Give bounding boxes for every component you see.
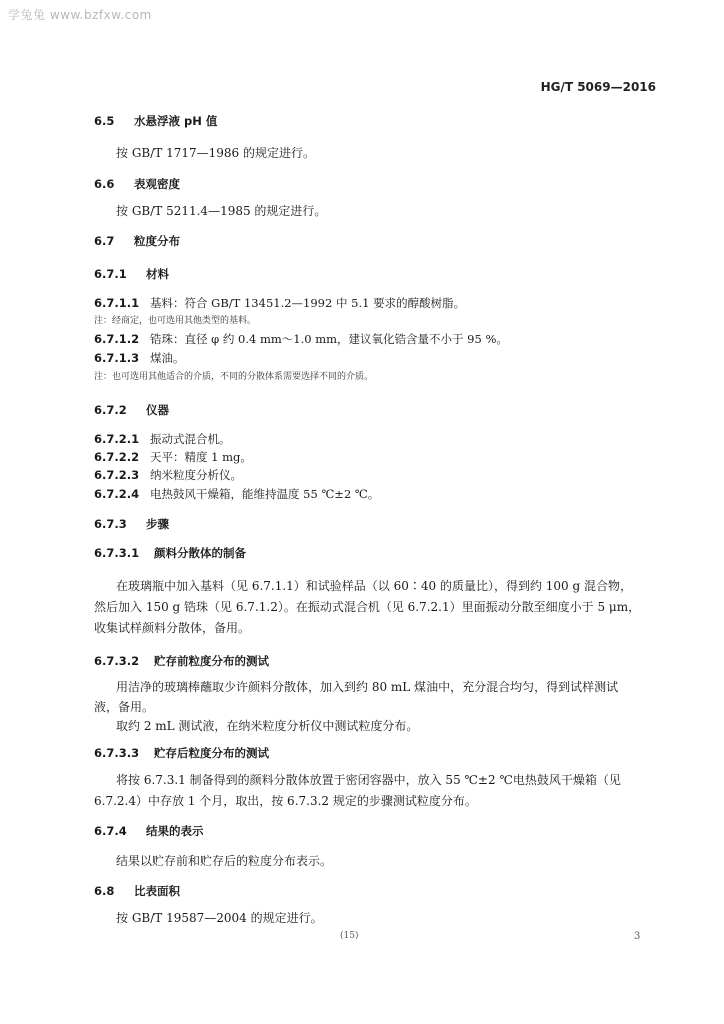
standard-code: HG/T 5069—2016: [540, 80, 656, 94]
section-number: 6.7.3.2: [94, 654, 140, 668]
clause-number: 6.7.1.1: [94, 296, 140, 310]
section-title: 贮存前粒度分布的测试: [154, 654, 269, 668]
section-title: 步骤: [146, 517, 169, 531]
section-title: 水悬浮液 pH 值: [134, 114, 218, 128]
section-number: 6.6: [94, 177, 115, 191]
paragraph-continuation: 液，备用。: [94, 700, 155, 714]
section-number: 6.7.2: [94, 403, 127, 417]
paragraph-line: 取约 2 mL 测试液，在纳米粒度分析仪中测试粒度分布。: [116, 719, 419, 733]
paragraph-continuation: 然后加入 150 g 锆珠（见 6.7.1.2）。在振动式混合机（见 6.7.2.1）里面振动分散至细度小于 5 μm，: [94, 600, 641, 614]
clause-number: 6.7.2.3: [94, 468, 140, 482]
paragraph-line: 按 GB/T 1717—1986 的规定进行。: [116, 146, 315, 160]
clause-number: 6.7.1.3: [94, 351, 140, 365]
clause-item: [94, 467, 242, 483]
clause-item: [94, 431, 231, 447]
clause-text: 电热鼓风干燥箱，能维持温度 55 ℃±2 ℃。: [150, 487, 380, 501]
section-number: 6.7.3.1: [94, 546, 140, 560]
section-heading: [94, 176, 180, 192]
section-title: 材料: [146, 267, 169, 281]
section-heading: [94, 545, 246, 561]
section-heading: [94, 266, 169, 282]
clause-text: 锆珠：直径 φ 约 0.4 mm～1.0 mm，建议氧化锆含量不小于 95 %。: [150, 332, 508, 346]
clause-text: 基料：符合 GB/T 13451.2—1992 中 5.1 要求的醇酸树脂。: [150, 296, 466, 310]
footer-center-label: (15): [340, 931, 359, 941]
clause-number: 6.7.2.2: [94, 450, 140, 464]
note-text: 注：经商定，也可选用其他类型的基料。: [94, 316, 257, 326]
paragraph-continuation: 收集试样颜料分散体，备用。: [94, 621, 251, 635]
page-number: 3: [634, 931, 641, 942]
clause-item: [94, 295, 465, 311]
clause-item: [94, 350, 185, 366]
paragraph-continuation: 6.7.2.4）中存放 1 个月，取出，按 6.7.3.2 规定的步骤测试粒度分布。: [94, 794, 477, 808]
section-heading: [94, 883, 180, 899]
section-number: 6.8: [94, 884, 115, 898]
clause-number: 6.7.2.4: [94, 487, 140, 501]
section-heading: [94, 516, 169, 532]
paragraph-line: 在玻璃瓶中加入基料（见 6.7.1.1）和试验样品（以 60∶40 的质量比），得到约 100 g 混合物，: [116, 579, 632, 593]
section-title: 表观密度: [134, 177, 180, 191]
clause-text: 煤油。: [150, 351, 185, 365]
clause-item: [94, 486, 379, 502]
section-number: 6.7.3.3: [94, 746, 140, 760]
paragraph-line: 结果以贮存前和贮存后的粒度分布表示。: [116, 854, 333, 868]
section-heading: [94, 823, 204, 839]
clause-item: [94, 331, 508, 347]
note-text: 注：也可选用其他适合的介质，不同的分散体系需要选择不同的介质。: [94, 372, 374, 382]
section-heading: [94, 113, 217, 129]
section-number: 6.5: [94, 114, 115, 128]
clause-item: [94, 449, 252, 465]
section-number: 6.7.1: [94, 267, 127, 281]
section-title: 粒度分布: [134, 234, 180, 248]
clause-number: 6.7.1.2: [94, 332, 140, 346]
clause-text: 振动式混合机。: [150, 432, 231, 446]
section-heading: [94, 653, 269, 669]
section-title: 贮存后粒度分布的测试: [154, 746, 269, 760]
section-number: 6.7.4: [94, 824, 127, 838]
paragraph-line: 按 GB/T 19587—2004 的规定进行。: [116, 911, 323, 925]
section-title: 仪器: [146, 403, 169, 417]
paragraph-line: 用洁净的玻璃棒蘸取少许颜料分散体，加入到约 80 mL 煤油中，充分混合均匀，得到试样测试: [116, 680, 619, 694]
clause-text: 天平：精度 1 mg。: [150, 450, 252, 464]
clause-text: 纳米粒度分析仪。: [150, 468, 242, 482]
section-heading: [94, 233, 180, 249]
section-number: 6.7.3: [94, 517, 127, 531]
clause-number: 6.7.2.1: [94, 432, 140, 446]
paragraph-line: 将按 6.7.3.1 制备得到的颜料分散体放置于密闭容器中，放入 55 ℃±2 ℃电热鼓风干燥箱（见: [116, 773, 621, 787]
paragraph-line: 按 GB/T 5211.4—1985 的规定进行。: [116, 204, 327, 218]
section-title: 比表面积: [134, 884, 180, 898]
section-number: 6.7: [94, 234, 115, 248]
section-heading: [94, 745, 269, 761]
section-title: 结果的表示: [146, 824, 204, 838]
section-heading: [94, 402, 169, 418]
section-title: 颜料分散体的制备: [154, 546, 246, 560]
watermark: 学兔兔 www.bzfxw.com: [8, 8, 152, 22]
